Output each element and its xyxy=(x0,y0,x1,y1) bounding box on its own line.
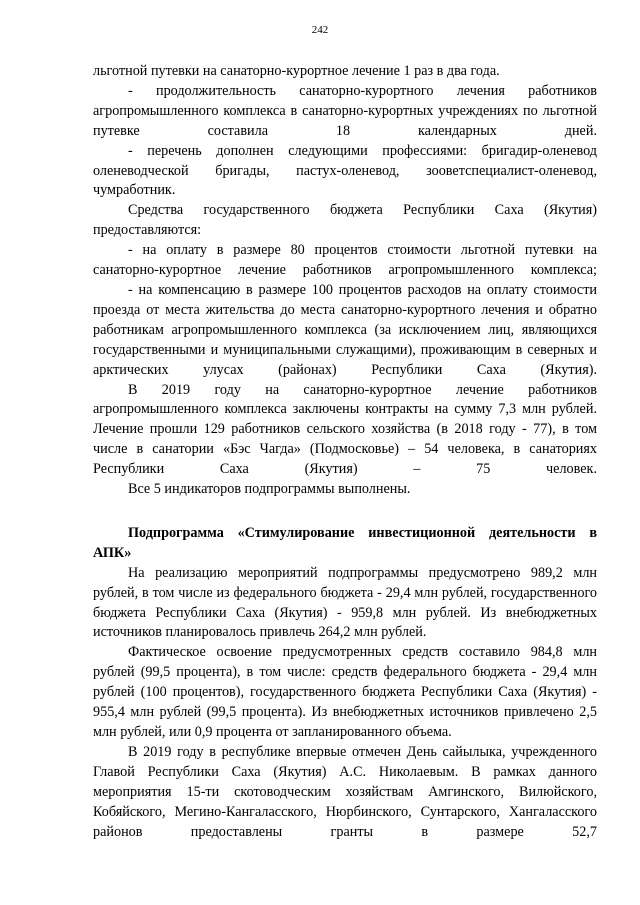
section-spacer xyxy=(93,500,597,524)
paragraph: - на оплату в размере 80 процентов стоимости льготной путевки на санаторно-курортное лечение работников агропромышленного комплекса; xyxy=(93,242,597,279)
paragraph: Фактическое освоение предусмотренных средств составило 984,8 млн рублей (99,5 процента), в том числе: средств федерального бюджета - 29,4 млн рублей (100 процентов), государственного бюджета Республики Саха (Якутия) - 955,4 млн рублей (99,5 процента). Из внебюджетных источников привлечено 2,5 млн рублей, или 0,9 процента от запланированного объема. xyxy=(93,644,597,740)
page-content xyxy=(93,62,597,842)
paragraph: В 2019 году на санаторно-курортное лечение работников агропромышленного комплекса заключены контракты на сумму 7,3 млн рублей. Лечение прошли 129 работников сельского хозяйства (в 2018 году - 77), в том числе в санатории «Бэс Чагда» (Подмосковье) – 54 человека, в санаториях Республики Саха (Якутия) – 75 человек. xyxy=(93,381,597,478)
paragraph: - продолжительность санаторно-курортного лечения работников агропромышленного комплекса в санаторно-курортных учреждениях по льготной путевке составила 18 календарных дней. xyxy=(93,82,597,139)
paragraph: - перечень дополнен следующими профессиями: бригадир-оленевод оленеводческой бригады, пастух-оленевод, зооветспециалист-оленевод, чумработник. xyxy=(93,142,597,199)
paragraph: В 2019 году в республике впервые отмечен День сайылыка, учрежденного Главой Республики Саха (Якутия) А.С. Николаевым. В рамках данного мероприятия 15-ти скотоводческим хозяйствам Амгинского, Вилюйского, Кобяйского, Мегино-Кангаласского, Нюрбинского, Сунтарского, Хангаласского районов предоставлены гранты в размере 52,7 xyxy=(93,743,597,840)
paragraph: - на компенсацию в размере 100 процентов расходов на оплату стоимости проезда от места жительства до места санаторно-курортного лечения и обратно работникам агропромышленного комплекса (за исключением лиц, являющихся государственными и муниципальными служащими), проживающим в северных и арктических улусах (районах) Республики Саха (Якутия). xyxy=(93,281,597,378)
paragraph: льготной путевки на санаторно-курортное лечение 1 раз в два года. xyxy=(93,63,500,79)
paragraph: Средства государственного бюджета Республики Саха (Якутия) предоставляются: xyxy=(93,202,597,239)
section-heading: Подпрограмма «Стимулирование инвестиционной деятельности в АПК» xyxy=(93,524,597,561)
paragraph: Все 5 индикаторов подпрограммы выполнены. xyxy=(128,481,411,498)
paragraph: На реализацию мероприятий подпрограммы предусмотрено 989,2 млн рублей, в том числе из федерального бюджета - 29,4 млн рублей, государственного бюджета Республики Саха (Якутия) - 959,8 млн рублей. Из внебюджетных источников планировалось привлечь 264,2 млн рублей. xyxy=(93,564,597,641)
page-number: 242 xyxy=(311,24,329,36)
